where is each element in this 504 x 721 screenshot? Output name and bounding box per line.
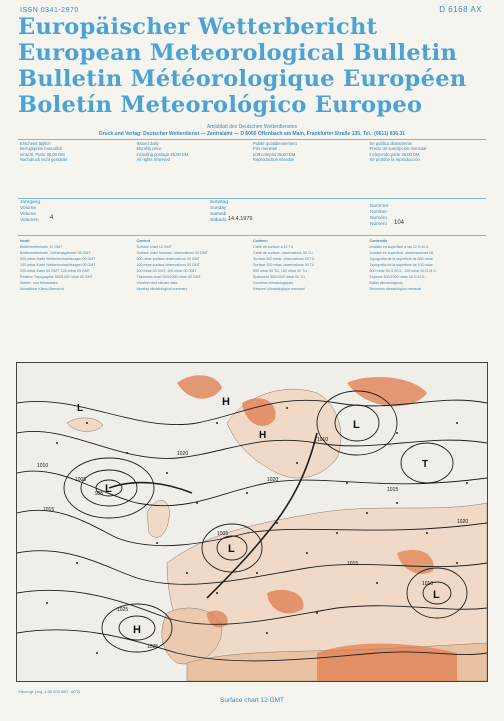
pressure-center: L <box>228 543 235 555</box>
divider <box>18 235 486 236</box>
contents-item: 200-mbar-Karte 00 GMT, 100-mbar 00 GMT <box>20 269 91 273</box>
day-labels <box>210 200 228 224</box>
info-line: Reproduction interdite <box>253 157 294 163</box>
contents-heading: Content <box>136 239 151 243</box>
number-label: Nummer <box>370 204 389 209</box>
info-column-spanish <box>370 141 487 163</box>
info-line: Precio de suscripción mensual <box>369 146 427 152</box>
contents-column-german <box>20 238 137 292</box>
contents-item: Datos climatológicos <box>369 281 403 285</box>
contents-item: Topografía de la superficie de 100 mbar <box>369 263 433 267</box>
isobar-label: 1010 <box>422 581 434 587</box>
contents-heading: Contenu <box>253 239 268 243</box>
contents-item: Resumen climatológico mensual <box>369 287 422 291</box>
volume-label: Volume <box>20 206 36 211</box>
publication-code: D 6168 AX <box>439 5 482 14</box>
subscription-info <box>20 141 486 163</box>
contents-item: Carte de surface, observations 06 TU <box>253 251 313 255</box>
publisher-address: Druck und Verlag: Deutscher Wetterdienst — Zentralamt — D 6050 Offenbach am Main, Frankfurter Straße 135, Tel.: (0611) 836 31 <box>98 131 406 137</box>
contents-item: 200 mbar 00 GMT, 100 mbar 00 GMT <box>136 269 197 273</box>
title-block <box>18 14 488 118</box>
volume-value: 4 <box>50 215 54 221</box>
info-line: Issued daily <box>136 141 159 146</box>
pressure-center: L <box>77 403 84 414</box>
isobar-label: 1010 <box>317 437 329 443</box>
day-label: Sonntag <box>210 200 228 205</box>
isobar-label: 1025 <box>117 607 129 613</box>
volume-label: Volume <box>20 212 36 217</box>
contents-column-english <box>137 238 254 292</box>
volume-label: Volumen <box>20 218 39 223</box>
isobar-label: 1020 <box>177 451 189 457</box>
iceland-landmass <box>67 418 103 432</box>
contents-item: Carte de surface à 12 TU <box>253 245 294 249</box>
issue-date: 14.4.1979 <box>228 216 253 222</box>
contents-item: Épaisseur 500/1000 mbar 00 TU <box>253 275 305 279</box>
pressure-center: L <box>105 483 112 495</box>
weather-map-graphic <box>17 363 487 681</box>
pressure-center: L <box>433 589 440 601</box>
divider <box>18 139 486 140</box>
contents-item: Análisis en superficie, observaciones 06 <box>369 251 434 255</box>
isobar-label: 995 <box>95 491 104 497</box>
number-label: Número <box>370 222 388 227</box>
issue-number: 104 <box>394 220 405 226</box>
contents-table <box>20 238 486 292</box>
isobar-label: 1025 <box>147 644 159 650</box>
isobar-label: 1015 <box>347 561 359 567</box>
contents-item: Relative Topographie 500/1000 mbar 00 GMT <box>20 275 93 279</box>
info-column-german <box>20 141 137 163</box>
contents-item: 100-mbar-Karte Wetterbeobachtungen 00 GMT <box>20 263 96 267</box>
pressure-center: H <box>222 396 230 408</box>
map-caption: Surface chart 12 GMT <box>220 697 284 704</box>
contents-heading: Contenido <box>369 239 388 243</box>
contents-item: 500 mbar surface observations 00 GMT <box>136 257 200 261</box>
contents-item: 500 mbar 00 TU, 100 mbar 00 TU <box>253 269 307 273</box>
divider <box>18 198 486 199</box>
contents-item: Surface 500 mbar, observations 00 TU <box>253 257 315 261</box>
contents-item: Surface chart forecast, observations 06 GMT <box>136 251 209 255</box>
volume-labels <box>20 200 40 224</box>
contents-item: 500 mbar 00 G.M.G., 100 mbar 00 G.M.G. <box>369 269 438 273</box>
isobar-label: 1015 <box>43 507 55 513</box>
title-spanish: Boletín Meteorológico Europeo <box>18 92 423 118</box>
info-line: Se publica diariamente <box>369 141 413 146</box>
contents-item: Données climatologiques <box>253 281 294 285</box>
contents-item: Análisis en superficie a las 12 G.M.G. <box>369 245 430 249</box>
info-line: port compris 35,00 DM <box>253 151 296 157</box>
number-label: Numéro <box>370 216 388 221</box>
isobar-label: 1005 <box>75 477 87 483</box>
info-line: Bezugspreis monatlich <box>20 146 63 152</box>
contents-item: Bodenwetterkarte 12 GMT <box>20 245 63 249</box>
day-label: Samedi <box>210 212 227 217</box>
terrain-shading <box>177 375 222 398</box>
contents-item: Surface 100 mbar, observations 00 TU <box>253 263 315 267</box>
contents-item: Résumé climatologique mensuel <box>253 287 305 291</box>
contents-item: Weather and climate data <box>136 281 178 285</box>
isobar-label: 1005 <box>217 531 229 537</box>
volume-label: Jahrgang <box>20 200 41 205</box>
pressure-center: H <box>259 430 267 441</box>
contents-item: Espesor 500/1000 mbar 00 G.M.G. <box>369 275 426 279</box>
info-line: Erscheint täglich <box>20 141 51 146</box>
warm-front <box>109 483 192 493</box>
isobar-label: 1020 <box>267 477 279 483</box>
info-line: Monthly price <box>136 146 162 152</box>
contents-item: Thickness chart 500/1000 mbar 00 GMT <box>136 275 201 279</box>
pressure-center: T <box>422 459 429 470</box>
contents-item: Surface chart 12 GMT <box>136 245 172 249</box>
map-projection-note: Stereogr. proj. 1:30 000 000 · 60°N <box>18 689 81 694</box>
contents-item: 100 mbar surface observations 00 GMT <box>136 263 200 267</box>
contents-item: 500-mbar-Karte Wetterbeobachtungen 00 GMT <box>20 257 96 261</box>
contents-item: Monatliche Klima-Übersicht <box>20 287 64 291</box>
terrain-shading <box>317 644 457 681</box>
day-label: Sunday <box>210 206 227 211</box>
info-line: including postage 35,00 DM <box>136 151 189 157</box>
info-line: Publié quotidiennement <box>253 141 297 146</box>
pressure-center: H <box>133 624 141 636</box>
info-column-english <box>137 141 254 163</box>
isobar-label: 1015 <box>387 487 399 493</box>
issn-number: ISSN 0341-2970 <box>20 7 79 14</box>
info-line: Nachdruck nicht gestattet <box>20 157 68 163</box>
contents-column-french <box>253 238 370 292</box>
info-line: einschl. Porto 35,00 DM <box>20 151 65 157</box>
number-label: Number <box>370 210 388 215</box>
contents-item: Topografía de la superficie de 500 mbar <box>369 257 433 261</box>
title-french: Bulletin Météorologique Européen <box>18 66 467 92</box>
info-line: All rights reserved <box>136 157 171 163</box>
contents-item: Wetter- und Klimadaten <box>20 281 58 285</box>
info-line: incluyendo porte 35,00 DM <box>369 151 420 157</box>
official-gazette-line: Amtsblatt des Deutschen Wetterdienstes <box>206 124 298 130</box>
pressure-center: L <box>353 419 360 431</box>
contents-item: Bodenwetterkarte, Vorhersagekarte 06 GMT <box>20 251 91 255</box>
title-english: European Meteorological Bulletin <box>18 40 458 66</box>
isobar-label: 1010 <box>37 463 49 469</box>
surface-weather-map <box>16 362 488 682</box>
number-labels <box>370 204 388 228</box>
title-german: Europäischer Wetterbericht <box>18 14 378 40</box>
info-line: Prix mensuel <box>253 146 278 152</box>
isobar-label: 1020 <box>457 519 469 525</box>
contents-item: Monthly climatological summary <box>136 287 188 291</box>
contents-column-spanish <box>370 238 487 292</box>
day-label: Sábado <box>210 218 227 223</box>
info-line: Se prohíbe la reproducción <box>369 157 420 163</box>
info-column-french <box>253 141 370 163</box>
contents-heading: Inhalt <box>20 239 30 243</box>
